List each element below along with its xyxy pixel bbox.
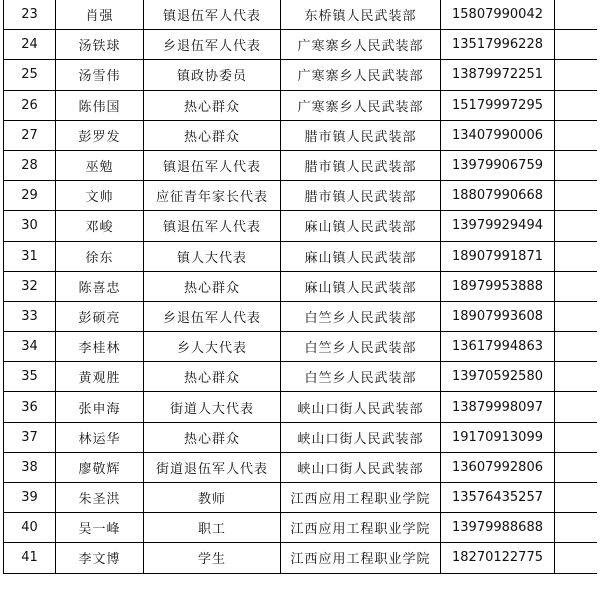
blank-cell [555, 332, 598, 362]
role-cell: 学生 [144, 543, 281, 573]
unit-cell: 白竺乡人民武装部 [281, 332, 441, 362]
role-cell: 镇退伍军人代表 [144, 150, 281, 180]
unit-cell: 麻山镇人民武装部 [281, 211, 441, 241]
row-number-cell: 31 [4, 241, 56, 271]
phone-cell: 13576435257 [441, 483, 555, 513]
role-cell: 热心群众 [144, 90, 281, 120]
name-cell: 廖敬辉 [56, 452, 144, 482]
blank-cell [555, 392, 598, 422]
role-cell: 教师 [144, 483, 281, 513]
phone-cell: 13970592580 [441, 362, 555, 392]
unit-cell: 东桥镇人民武装部 [281, 0, 441, 30]
unit-cell: 腊市镇人民武装部 [281, 181, 441, 211]
document-page [3, 0, 597, 589]
unit-cell: 峡山口街人民武装部 [281, 422, 441, 452]
name-cell: 李文博 [56, 543, 144, 573]
table-row [4, 513, 598, 543]
unit-cell: 腊市镇人民武装部 [281, 120, 441, 150]
role-cell: 乡退伍军人代表 [144, 301, 281, 331]
row-number-cell: 34 [4, 332, 56, 362]
row-number-cell: 35 [4, 362, 56, 392]
blank-cell [555, 543, 598, 573]
name-cell: 彭罗发 [56, 120, 144, 150]
role-cell: 镇退伍军人代表 [144, 0, 281, 30]
unit-cell: 广寒寨乡人民武装部 [281, 90, 441, 120]
role-cell: 热心群众 [144, 422, 281, 452]
row-number-cell: 32 [4, 271, 56, 301]
unit-cell: 白竺乡人民武装部 [281, 301, 441, 331]
table-row [4, 30, 598, 60]
blank-cell [555, 483, 598, 513]
roster-table-body [4, 0, 598, 573]
unit-cell: 峡山口街人民武装部 [281, 452, 441, 482]
name-cell: 朱圣洪 [56, 483, 144, 513]
blank-cell [555, 0, 598, 30]
name-cell: 黄观胜 [56, 362, 144, 392]
name-cell: 文帅 [56, 181, 144, 211]
table-row [4, 181, 598, 211]
row-number-cell: 28 [4, 150, 56, 180]
phone-cell: 13979988688 [441, 513, 555, 543]
role-cell: 镇人大代表 [144, 241, 281, 271]
unit-cell: 麻山镇人民武装部 [281, 241, 441, 271]
role-cell: 街道退伍军人代表 [144, 452, 281, 482]
table-row [4, 392, 598, 422]
row-number-cell: 37 [4, 422, 56, 452]
role-cell: 热心群众 [144, 120, 281, 150]
phone-cell: 18907993608 [441, 301, 555, 331]
phone-cell: 13617994863 [441, 332, 555, 362]
role-cell: 热心群众 [144, 362, 281, 392]
role-cell: 热心群众 [144, 271, 281, 301]
roster-table [3, 0, 597, 574]
unit-cell: 白竺乡人民武装部 [281, 362, 441, 392]
phone-cell: 15179997295 [441, 90, 555, 120]
unit-cell: 广寒寨乡人民武装部 [281, 60, 441, 90]
phone-cell: 18979953888 [441, 271, 555, 301]
name-cell: 张申海 [56, 392, 144, 422]
name-cell: 陈喜忠 [56, 271, 144, 301]
table-row [4, 120, 598, 150]
unit-cell: 腊市镇人民武装部 [281, 150, 441, 180]
phone-cell: 13879998097 [441, 392, 555, 422]
table-row [4, 150, 598, 180]
row-number-cell: 24 [4, 30, 56, 60]
name-cell: 林运华 [56, 422, 144, 452]
role-cell: 应征青年家长代表 [144, 181, 281, 211]
phone-cell: 13979929494 [441, 211, 555, 241]
unit-cell: 江西应用工程职业学院 [281, 483, 441, 513]
table-row [4, 452, 598, 482]
blank-cell [555, 452, 598, 482]
phone-cell: 13979906759 [441, 150, 555, 180]
table-row [4, 301, 598, 331]
unit-cell: 广寒寨乡人民武装部 [281, 30, 441, 60]
table-row [4, 332, 598, 362]
blank-cell [555, 362, 598, 392]
name-cell: 徐东 [56, 241, 144, 271]
role-cell: 乡退伍军人代表 [144, 30, 281, 60]
blank-cell [555, 30, 598, 60]
name-cell: 汤雪伟 [56, 60, 144, 90]
role-cell: 街道人大代表 [144, 392, 281, 422]
row-number-cell: 23 [4, 0, 56, 30]
table-row [4, 60, 598, 90]
phone-cell: 13879972251 [441, 60, 555, 90]
name-cell: 邓峻 [56, 211, 144, 241]
phone-cell: 15807990042 [441, 0, 555, 30]
blank-cell [555, 301, 598, 331]
role-cell: 乡人大代表 [144, 332, 281, 362]
row-number-cell: 26 [4, 90, 56, 120]
name-cell: 汤铁球 [56, 30, 144, 60]
blank-cell [555, 241, 598, 271]
phone-cell: 13607992806 [441, 452, 555, 482]
row-number-cell: 40 [4, 513, 56, 543]
table-row [4, 543, 598, 573]
unit-cell: 麻山镇人民武装部 [281, 271, 441, 301]
row-number-cell: 27 [4, 120, 56, 150]
phone-cell: 18270122775 [441, 543, 555, 573]
blank-cell [555, 271, 598, 301]
blank-cell [555, 211, 598, 241]
role-cell: 镇政协委员 [144, 60, 281, 90]
row-number-cell: 39 [4, 483, 56, 513]
row-number-cell: 25 [4, 60, 56, 90]
table-row [4, 0, 598, 30]
unit-cell: 江西应用工程职业学院 [281, 543, 441, 573]
table-row [4, 90, 598, 120]
phone-cell: 19170913099 [441, 422, 555, 452]
phone-cell: 18907991871 [441, 241, 555, 271]
name-cell: 李桂林 [56, 332, 144, 362]
phone-cell: 13407990006 [441, 120, 555, 150]
blank-cell [555, 120, 598, 150]
blank-cell [555, 422, 598, 452]
table-row [4, 422, 598, 452]
table-row [4, 211, 598, 241]
unit-cell: 江西应用工程职业学院 [281, 513, 441, 543]
unit-cell: 峡山口街人民武装部 [281, 392, 441, 422]
row-number-cell: 36 [4, 392, 56, 422]
role-cell: 职工 [144, 513, 281, 543]
blank-cell [555, 90, 598, 120]
table-row [4, 271, 598, 301]
blank-cell [555, 150, 598, 180]
table-row [4, 362, 598, 392]
blank-cell [555, 181, 598, 211]
row-number-cell: 41 [4, 543, 56, 573]
blank-cell [555, 60, 598, 90]
blank-cell [555, 513, 598, 543]
row-number-cell: 30 [4, 211, 56, 241]
table-row [4, 241, 598, 271]
table-row [4, 483, 598, 513]
name-cell: 陈伟国 [56, 90, 144, 120]
name-cell: 巫勉 [56, 150, 144, 180]
row-number-cell: 29 [4, 181, 56, 211]
phone-cell: 18807990668 [441, 181, 555, 211]
role-cell: 镇退伍军人代表 [144, 211, 281, 241]
name-cell: 彭硕亮 [56, 301, 144, 331]
row-number-cell: 33 [4, 301, 56, 331]
row-number-cell: 38 [4, 452, 56, 482]
phone-cell: 13517996228 [441, 30, 555, 60]
name-cell: 吴一峰 [56, 513, 144, 543]
name-cell: 肖强 [56, 0, 144, 30]
